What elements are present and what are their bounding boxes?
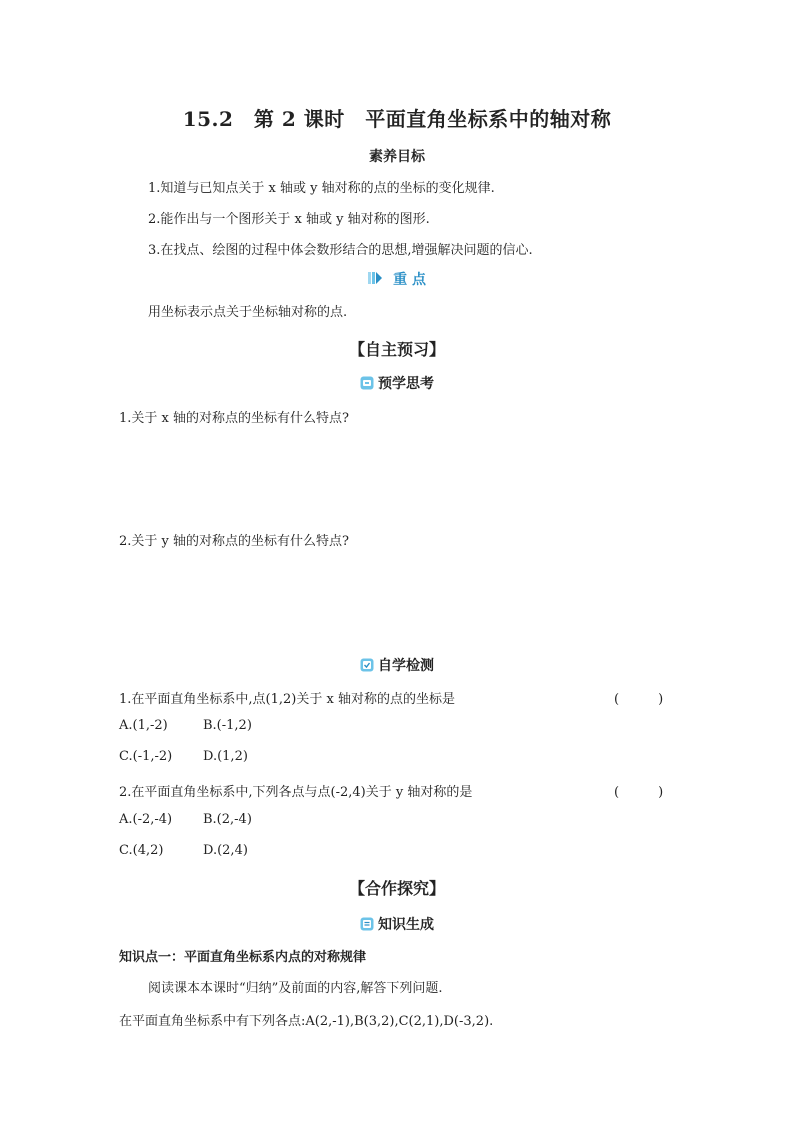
key-heading-row [0,269,794,289]
section-preview: 【自主预习】 [348,340,445,359]
checklist-icon [360,658,374,672]
q1-option-d: D.(1,2) [203,749,248,764]
section-cooperate: 【合作探究】 [348,879,445,898]
goal-1: 1.知道与已知点关于 x 轴或 y 轴对称的点的坐标的变化规律. [148,181,495,196]
kp1-points: 在平面直角坐标系中有下列各点:A(2,-1),B(3,2),C(2,1),D(-3,2). [119,1014,494,1029]
kp1-instruction: 阅读课本本课时“归纳”及前面的内容,解答下列问题. [148,981,443,996]
preview-heading-row [0,373,794,393]
page-title: 15.2 第 2 课时 平面直角坐标系中的轴对称 [182,107,612,131]
preview-question-1: 1.关于 x 轴的对称点的坐标有什么特点? [119,411,349,426]
lightbulb-icon [360,376,374,390]
q1-option-b: B.(-1,2) [203,718,252,733]
answer-bracket-2: ( ) [614,785,664,800]
preview-question-2: 2.关于 y 轴的对称点的坐标有什么特点? [119,534,349,549]
key-heading: 重 点 [393,272,426,288]
question-1: 1.在平面直角坐标系中,点(1,2)关于 x 轴对称的点的坐标是 [119,692,455,707]
goal-2: 2.能作出与一个图形关于 x 轴或 y 轴对称的图形. [148,212,430,227]
answer-bracket-1: ( ) [614,692,664,707]
q2-option-a: A.(-2,-4) [119,812,173,827]
key-marker-icon [368,270,384,289]
q1-option-c: C.(-1,-2) [119,749,173,764]
q2-option-c: C.(4,2) [119,843,164,858]
preview-heading: 预学思考 [378,376,434,392]
selfcheck-heading: 自学检测 [378,658,434,674]
q2-option-b: B.(2,-4) [203,812,252,827]
book-icon [360,917,374,931]
key-text: 用坐标表示点关于坐标轴对称的点. [148,305,348,320]
goals-heading: 素养目标 [369,149,425,165]
knowledge-heading-row [0,914,794,934]
question-2: 2.在平面直角坐标系中,下列各点与点(-2,4)关于 y 轴对称的是 [119,785,473,800]
knowledge-point-1: 知识点一：平面直角坐标系内点的对称规律 [119,950,367,965]
selfcheck-heading-row [0,655,794,675]
knowledge-heading: 知识生成 [378,917,434,933]
q2-option-d: D.(2,4) [203,843,248,858]
goal-3: 3.在找点、绘图的过程中体会数形结合的思想,增强解决问题的信心. [148,243,533,258]
q1-option-a: A.(1,-2) [119,718,168,733]
